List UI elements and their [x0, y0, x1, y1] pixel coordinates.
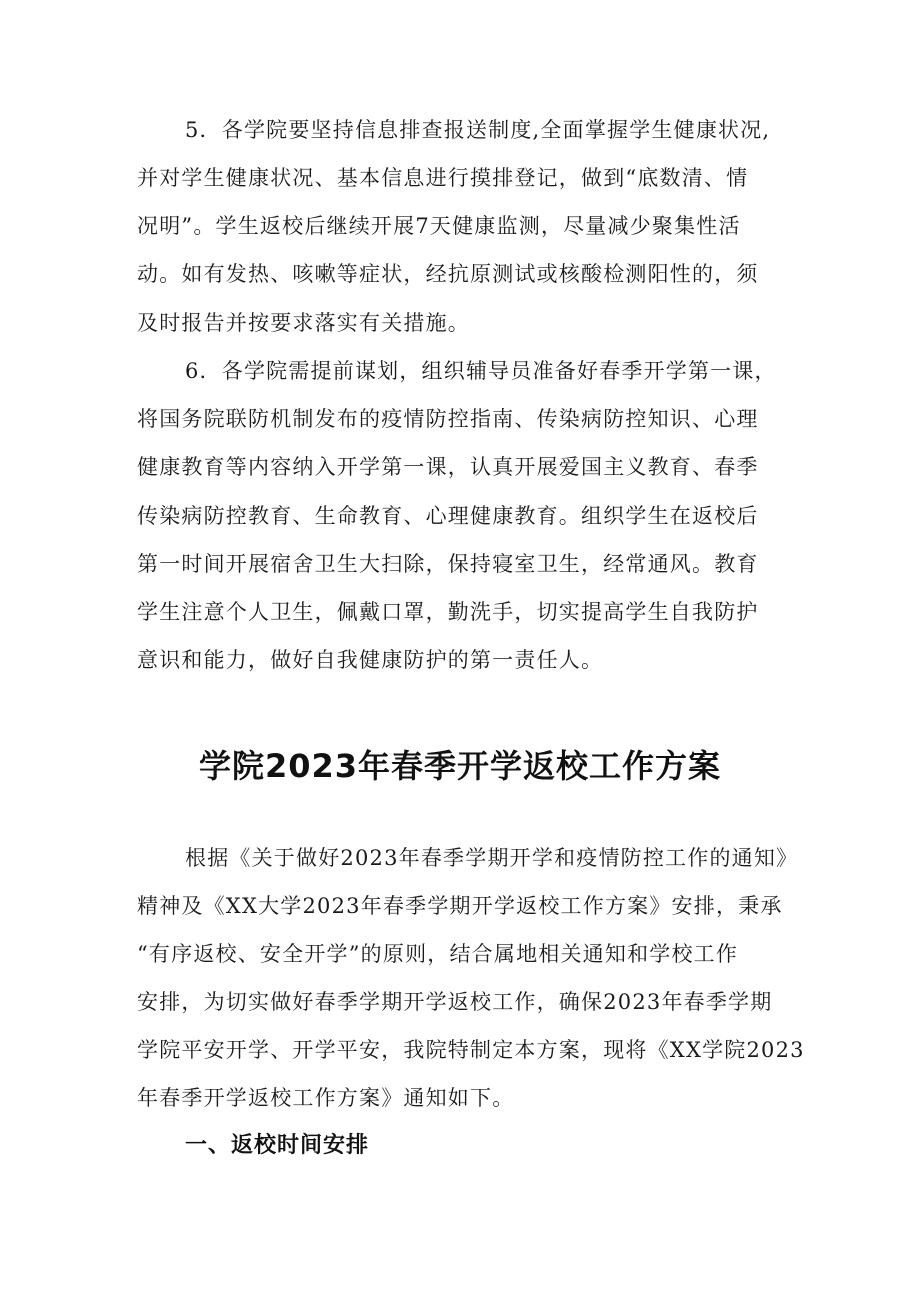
- paragraph-line: 意识和能力，做好自我健康防护的第一责任人。: [137, 648, 604, 672]
- paragraph-line: 根据《关于做好2023年春季学期开学和疫情防控工作的通知》: [185, 846, 799, 870]
- paragraph-line: 况明”。学生返校后继续开展7天健康监测，尽量减少聚集性活: [137, 214, 741, 238]
- paragraph-line: “有序返校、安全开学”的原则，结合属地相关通知和学校工作: [137, 942, 739, 966]
- paragraph-line: 传染病防控教育、生命教育、心理健康教育。组织学生在返校后: [137, 504, 759, 528]
- paragraph-line: 并对学生健康状况、基本信息进行摸排登记，做到“底数清、情: [137, 166, 749, 190]
- paragraph-line: 年春季开学返校工作方案》通知如下。: [137, 1086, 515, 1110]
- paragraph-line: 学院平安开学、开学平安，我院特制定本方案，现将《XX学院2023: [137, 1038, 805, 1062]
- paragraph-line: 学生注意个人卫生，佩戴口罩，勤洗手，切实提高学生自我防护: [137, 600, 759, 624]
- paragraph-line: 及时报告并按要求落实有关措施。: [137, 311, 470, 335]
- paragraph-line: 5．各学院要坚持信息排查报送制度,全面掌握学生健康状况,: [185, 118, 771, 142]
- document-title: 学院2023年春季开学返校工作方案: [198, 747, 722, 785]
- paragraph-line: 6．各学院需提前谋划，组织辅导员准备好春季开学第一课，: [185, 359, 777, 383]
- paragraph-line: 将国务院联防机制发布的疫情防控指南、传染病防控知识、心理: [137, 407, 759, 431]
- paragraph-line: 安排，为切实做好春季学期开学返校工作，确保2023年春季学期: [137, 990, 773, 1014]
- paragraph-line: 健康教育等内容纳入开学第一课，认真开展爱国主义教育、春季: [137, 455, 759, 479]
- paragraph-line: 动。如有发热、咳嗽等症状，经抗原测试或核酸检测阳性的，须: [137, 262, 759, 286]
- paragraph-line: 第一时间开展宿舍卫生大扫除，保持寝室卫生，经常通风。教育: [137, 552, 759, 576]
- section-heading: 一、返校时间安排: [185, 1133, 370, 1158]
- paragraph-line: 精神及《XX大学2023年春季学期开学返校工作方案》安排，秉承: [137, 894, 783, 918]
